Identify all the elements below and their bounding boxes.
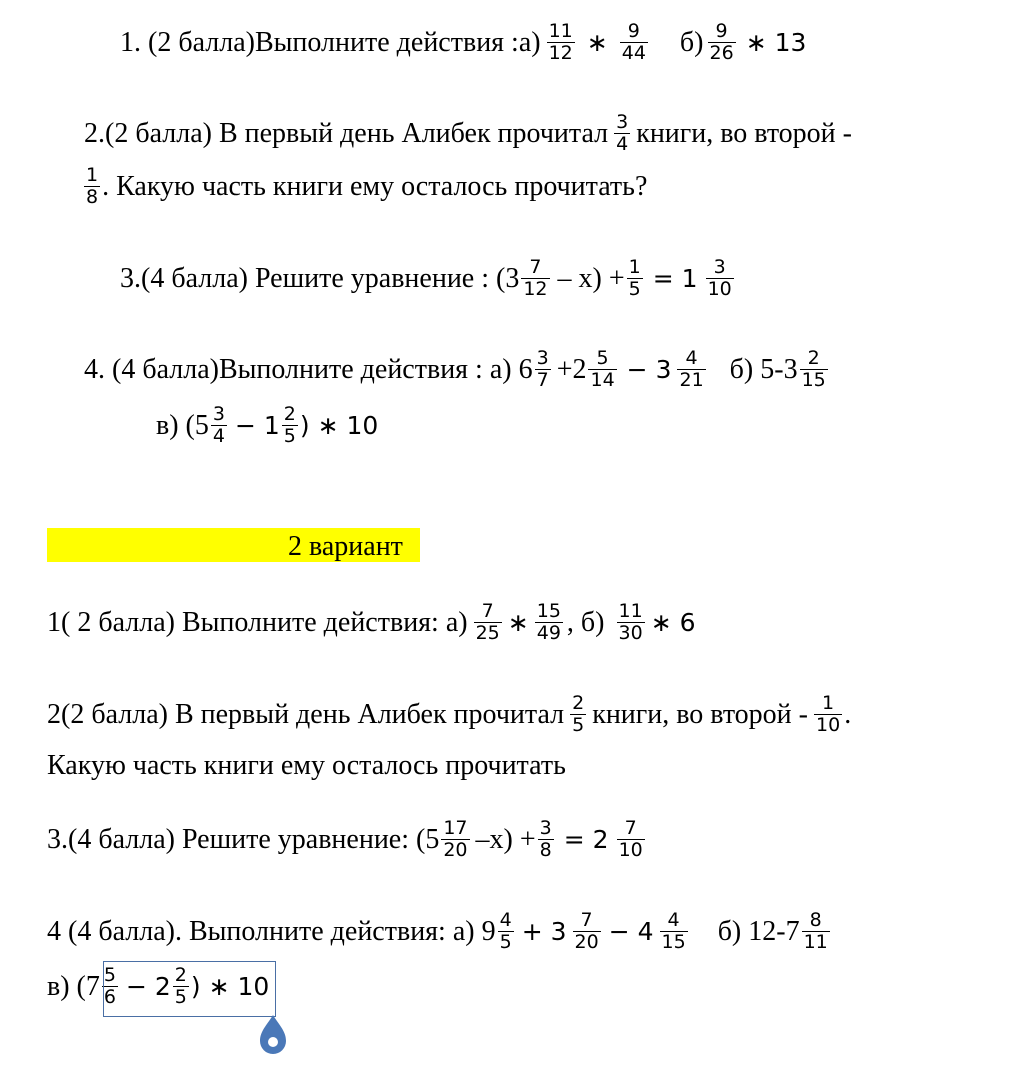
fraction: $\frac{9}{26}$ — [709, 20, 734, 64]
fraction: $\frac{1}{5}$ — [628, 256, 641, 300]
fraction: $\frac{17}{20}$ — [443, 817, 468, 861]
v2-task2-line1: 2(2 балла) В первый день Алибек прочитал $\frac{2}{5}$ книги, во второй - $\frac{1}{10}$ . — [47, 692, 852, 736]
fraction: $\frac{1}{10}$ — [816, 692, 841, 736]
fraction: $\frac{1}{8}$ — [86, 164, 99, 208]
fraction: $\frac{7}{20}$ — [574, 909, 599, 953]
fraction: $\frac{7}{12}$ — [523, 256, 548, 300]
fraction: $\frac{7}{25}$ — [475, 600, 500, 644]
v1-task2-line2: $\frac{1}{8}$ . Какую часть книги ему осталось прочитать? — [86, 164, 648, 208]
v2-task2-line2: Какую часть книги ему осталось прочитать — [47, 750, 566, 781]
v1-task3: 3.(4 балла) Решите уравнение : (3 $\frac{7}{12}$ – х) + $\frac{1}{5}$ = 1 $\frac{3}{10}$ — [120, 256, 732, 300]
fraction: $\frac{3}{8}$ — [539, 817, 552, 861]
fraction: $\frac{4}{15}$ — [661, 909, 686, 953]
equation-selection-box[interactable] — [103, 961, 276, 1017]
fraction: $\frac{15}{49}$ — [536, 600, 561, 644]
fraction: $\frac{3}{7}$ — [536, 347, 549, 391]
fraction: $\frac{4}{5}$ — [499, 909, 512, 953]
v2-task4-line1: 4 (4 балла). Выполните действия: а) 9 $\frac{4}{5}$ + 3 $\frac{7}{20}$ − 4 $\frac{4}{15}$ б) 12-7 $\frac{8}{11}$ — [47, 909, 828, 953]
fraction: $\frac{9}{44}$ — [621, 20, 646, 64]
variant-label: 2 вариант — [288, 531, 403, 562]
fraction: $\frac{5}{6}$ — [103, 964, 116, 1008]
v1-task4-line1: 4. (4 балла)Выполните действия : а) 6 $\frac{3}{7}$ +2 $\frac{5}{14}$ − 3 $\frac{4}{21}$ б) 5-3 $\frac{2}{15}$ — [84, 347, 826, 391]
fraction: $\frac{8}{11}$ — [803, 909, 828, 953]
v1-task1: 1. (2 балла)Выполните действия :а) $\frac{11}{12}$ ∗ $\frac{9}{44}$ б) $\frac{9}{26}$ ∗ 13 — [120, 20, 807, 64]
text-cursor-handle-icon[interactable] — [257, 1013, 289, 1057]
fraction: $\frac{4}{21}$ — [679, 347, 704, 391]
fraction: $\frac{11}{30}$ — [618, 600, 643, 644]
fraction: $\frac{2}{5}$ — [572, 692, 585, 736]
fraction: $\frac{2}{15}$ — [801, 347, 826, 391]
fraction: $\frac{11}{12}$ — [548, 20, 573, 64]
v1-task2-line1: 2.(2 балла) В первый день Алибек прочитал $\frac{3}{4}$ книги, во второй - — [84, 111, 852, 155]
v1-task1-text: 1. (2 балла)Выполните действия :а) — [120, 26, 541, 58]
fraction: $\frac{2}{5}$ — [174, 964, 187, 1008]
fraction: $\frac{2}{5}$ — [283, 403, 296, 447]
fraction: $\frac{5}{14}$ — [590, 347, 615, 391]
fraction: $\frac{3}{4}$ — [212, 403, 225, 447]
v1-task4-line2: в) (5 $\frac{3}{4}$ − 1 $\frac{2}{5}$ ) ∗ 10 — [156, 403, 379, 447]
v2-task4-line2: в) (7 $\frac{5}{6}$ − 2 $\frac{2}{5}$ ) ∗ 10 — [47, 964, 270, 1008]
v2-task1: 1( 2 балла) Выполните действия: а) $\frac{7}{25}$ ∗ $\frac{15}{49}$ , б) $\frac{11}{30}$ ∗ 6 — [47, 600, 696, 644]
fraction: $\frac{7}{10}$ — [618, 817, 643, 861]
v2-task3: 3.(4 балла) Решите уравнение: (5 $\frac{17}{20}$ –х) + $\frac{3}{8}$ = 2 $\frac{7}{10}$ — [47, 817, 643, 861]
fraction: $\frac{3}{10}$ — [707, 256, 732, 300]
fraction: $\frac{3}{4}$ — [616, 111, 629, 155]
